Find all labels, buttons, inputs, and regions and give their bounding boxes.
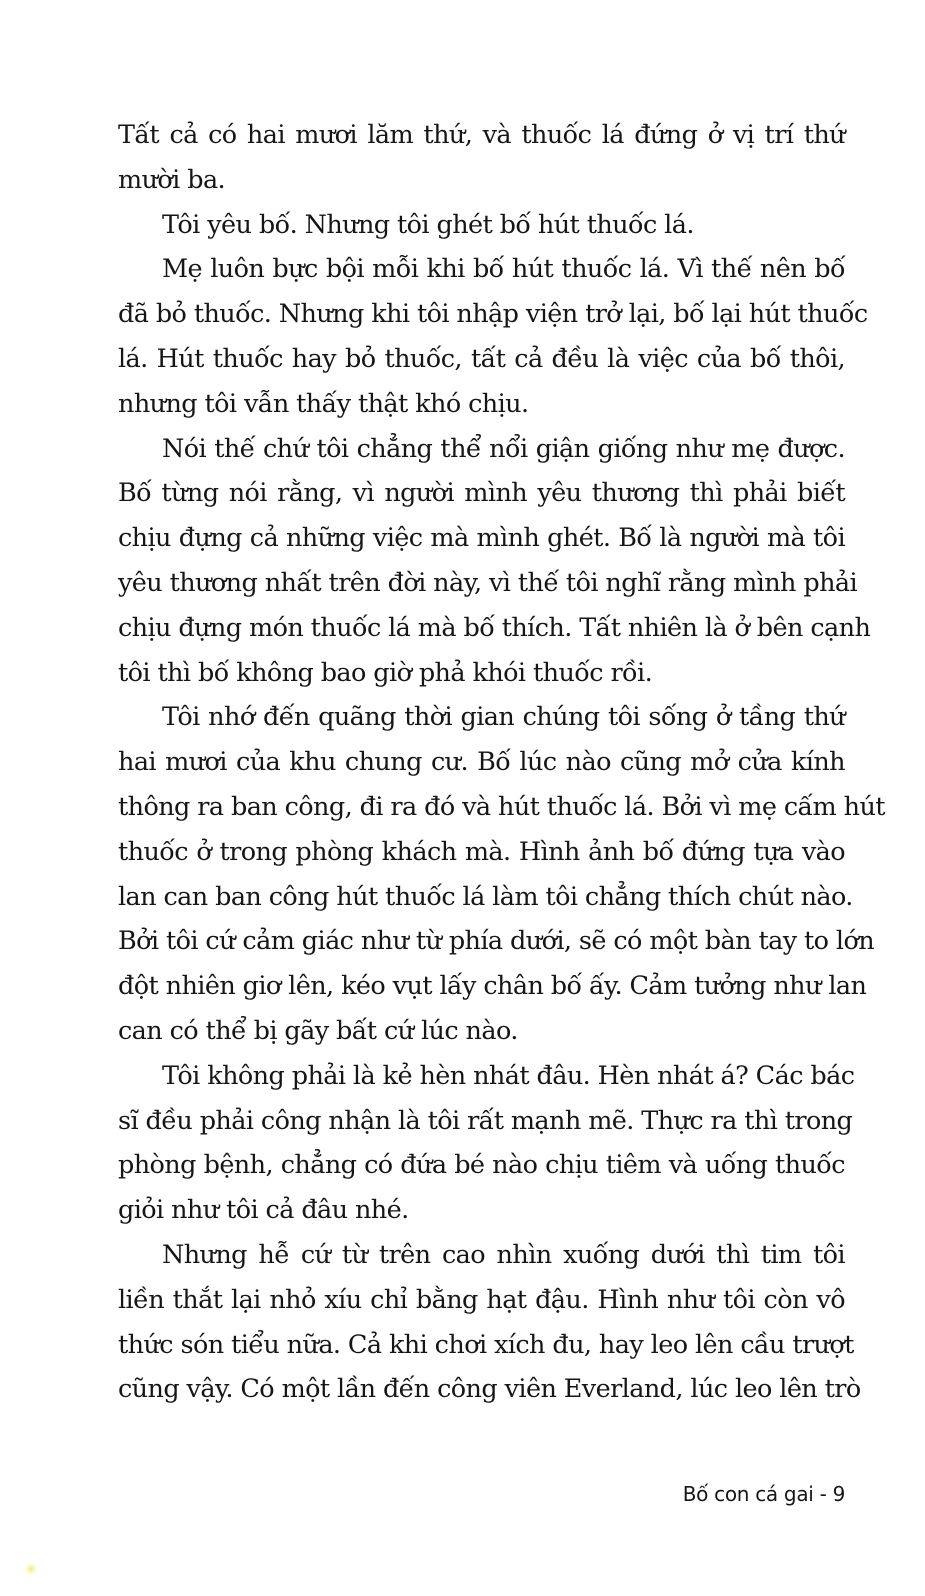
text-line: can có thể bị gãy bất cứ lúc nào. <box>118 1015 518 1046</box>
text-line: liền thắt lại nhỏ xíu chỉ bằng hạt đậu. Hình như tôi còn vô <box>118 1284 845 1315</box>
text-line: lan can ban công hút thuốc lá làm tôi chẳng thích chút nào. <box>118 881 853 912</box>
text-line: Bởi tôi cứ cảm giác như từ phía dưới, sẽ có một bàn tay to lớn <box>118 926 875 957</box>
text-line: giỏi như tôi cả đâu nhé. <box>118 1195 409 1226</box>
text-line: đã bỏ thuốc. Nhưng khi tôi nhập viện trở lại, bố lại hút thuốc <box>118 299 868 330</box>
text-line: Tất cả có hai mươi lăm thứ, và thuốc lá đứng ở vị trí thứ <box>118 120 845 150</box>
text-line: Nhưng hễ cứ từ trên cao nhìn xuống dưới thì tim tôi <box>162 1239 845 1270</box>
text-line: phòng bệnh, chẳng có đứa bé nào chịu tiêm và uống thuốc <box>118 1150 845 1181</box>
text-line: yêu thương nhất trên đời này, vì thế tôi nghĩ rằng mình phải <box>118 567 858 598</box>
page-footer-running-title: Bố con cá gai - 9 <box>682 1482 845 1506</box>
text-line: Tôi yêu bố. Nhưng tôi ghét bố hút thuốc lá. <box>162 209 694 240</box>
text-line: thuốc ở trong phòng khách mà. Hình ảnh bố đứng tựa vào <box>118 836 845 867</box>
text-line: Tôi không phải là kẻ hèn nhát đâu. Hèn nhát á? Các bác <box>162 1060 855 1091</box>
text-line: chịu đựng cả những việc mà mình ghét. Bố là người mà tôi <box>118 523 845 554</box>
text-line: cũng vậy. Có một lần đến công viên Everland, lúc leo lên trò <box>118 1374 861 1405</box>
text-line: Mẹ luôn bực bội mỗi khi bố hút thuốc lá. Vì thế nên bố <box>162 254 845 285</box>
scan-speck <box>24 1562 38 1576</box>
text-line: hai mươi của khu chung cư. Bố lúc nào cũng mở cửa kính <box>118 747 845 778</box>
text-line: đột nhiên giơ lên, kéo vụt lấy chân bố ấy. Cảm tưởng như lan <box>118 971 867 1002</box>
text-line: sĩ đều phải công nhận là tôi rất mạnh mẽ. Thực ra thì trong <box>118 1105 853 1136</box>
text-line: chịu đựng món thuốc lá mà bố thích. Tất nhiên là ở bên cạnh <box>118 612 871 643</box>
text-line: mười ba. <box>118 164 226 195</box>
text-line: lá. Hút thuốc hay bỏ thuốc, tất cả đều là việc của bố thôi, <box>118 343 845 374</box>
text-line: thông ra ban công, đi ra đó và hút thuốc lá. Bởi vì mẹ cấm hút <box>118 791 885 822</box>
text-line: Tôi nhớ đến quãng thời gian chúng tôi sống ở tầng thứ <box>162 702 845 733</box>
text-line: nhưng tôi vẫn thấy thật khó chịu. <box>118 388 529 419</box>
body-text <box>118 113 885 1412</box>
text-line: tôi thì bố không bao giờ phả khói thuốc rồi. <box>118 657 653 688</box>
text-line: thức són tiểu nữa. Cả khi chơi xích đu, hay leo lên cầu trượt <box>118 1329 854 1360</box>
text-line: Bố từng nói rằng, vì người mình yêu thương thì phải biết <box>118 478 845 509</box>
text-line: Nói thế chứ tôi chẳng thể nổi giận giống như mẹ được. <box>162 433 845 464</box>
